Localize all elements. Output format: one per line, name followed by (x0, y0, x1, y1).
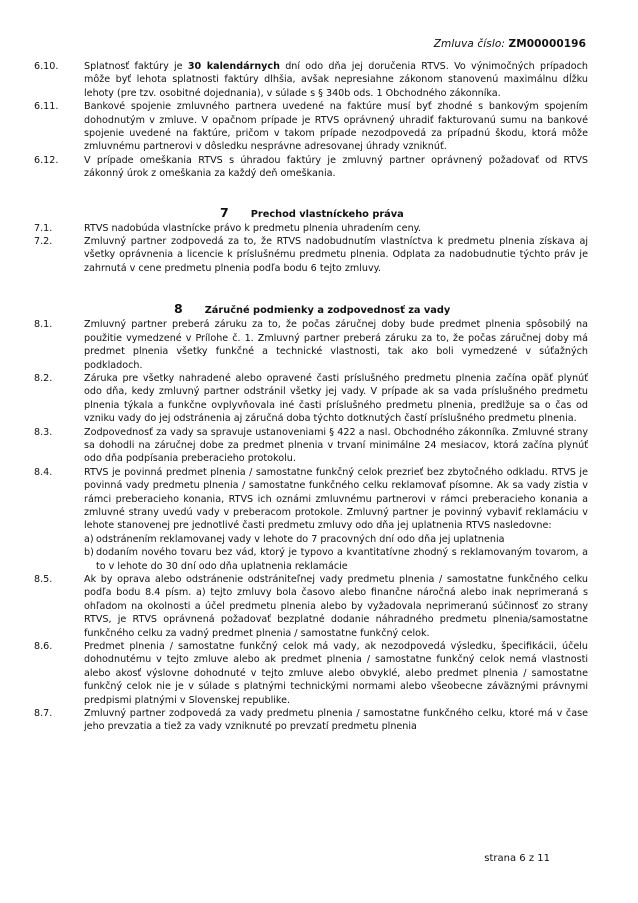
clause-text (84, 60, 588, 100)
clause-number: 8.4. (34, 466, 53, 478)
clause-text: RTVS je povinná predmet plnenia / samostatne funkčný celok prezrieť bez zbytočného odkladu. RTVS je povinná vady predmetu plnenia / samostatne funkčného celku reklamovať písomne. Ak sa vady zistia v rámci preberacieho konania, RTVS ich oznámi zmluvnému partnerovi v rámci preberacieho konania a zmluvné strany uvedú vady v preberacom protokole. Zmluvný partner je povinný vybaviť reklamáciu v lehote stanovenej pre jednotlivé časti predmetu zmluvy odo dňa jej uplatnenia RTVS nasledovne: (84, 466, 588, 532)
clause-8-4 (34, 466, 588, 573)
clause-7-2 (34, 235, 588, 275)
clause-text: Predmet plnenia / samostatne funkčný celok má vady, ak nezodpovedá výsledku, špecifikácii, účelu dohodnutému v tejto zmluve alebo ak predmet plnenia / samostatne funkčný celok nemá vlastnosti alebo akosť výslovne dohodnuté v tejto zmluve alebo obvyklé, alebo predmet plnenia / samostatne funkčný celok nie je v súlade s platnými technickými normami alebo všeobecne záväznými právnymi predpismi platnými v Slovenskej republike. (84, 641, 588, 706)
clause-text-part: Splatnosť faktúry je (84, 61, 188, 72)
clause-text: Zmluvný partner preberá záruku za to, že počas záručnej doby bude predmet plnenia spôsobilý na použitie vymedzené v Prílohe č. 1. Zmluvný partner preberá záruku za to, že počas záručnej doby má predmet plnenia všetky funkčné a technické vlastnosti, tak ako boli vymedzené v súťažných podkladoch. (84, 319, 588, 371)
section-7-heading (220, 205, 588, 220)
clause-8-6 (34, 640, 588, 707)
clause-number: 7.1. (34, 222, 53, 234)
clause-text-block (84, 466, 588, 573)
contract-number-value: ZM00000196 (508, 38, 586, 50)
sub-list-text: odstránením reklamovanej vady v lehote do 7 pracovných dní odo dňa jej uplatnenia (96, 533, 505, 545)
clause-8-3 (34, 426, 588, 466)
section-title: Záručné podmienky a zodpovednosť za vady (204, 305, 451, 317)
clause-number: 8.5. (34, 574, 53, 585)
clause-number: 6.10. (34, 61, 59, 72)
document-body (34, 60, 588, 734)
clause-number: 8.1. (34, 319, 53, 331)
clause-6-12 (34, 154, 588, 181)
clause-text: Záruka pre všetky nahradené alebo opravené časti príslušného predmetu plnenia začína opäť plynúť odo dňa, kedy zmluvný partner odstránil všetky jej vady. V prípade ak sa vada príslušného predmetu plnenia týkala a funkčne ovplyvňovala iné časti príslušného predmetu plnenia, predlžuje sa o čas od vzniku vady do jej odstránenia aj záručná doba týchto dotknutých častí príslušného predmetu plnenia. (84, 372, 588, 425)
section-number: 8 (174, 301, 183, 317)
clause-number: 8.2. (34, 372, 53, 384)
sub-list-item (84, 533, 588, 546)
clause-number: 6.11. (34, 101, 59, 113)
section-number: 7 (220, 204, 229, 220)
clause-7-1 (34, 222, 588, 235)
clause-text: Ak by oprava alebo odstránenie odstrániteľnej vady predmetu plnenia / samostatne funkčného celku podľa bodu 8.4 písm. a) tejto zmluvy bola časovo alebo finančne náročná alebo inak neprimeraná s ohľadom na okolnosti a účel predmetu plnenia alebo by vyžadovala neprimeranú súčinnosť zo strany RTVS, je RTVS oprávnená požadovať bezplatné dodanie náhradného predmetu plnenia/samostatne funkčného celku za vadný predmet plnenia / samostatne funkčný celok. (84, 574, 588, 639)
page-number: strana 6 z 11 (484, 853, 550, 864)
clause-text-bold: 30 kalendárnych (187, 61, 280, 72)
clause-text: Zodpovednosť za vady sa spravuje ustanoveniami § 422 a nasl. Obchodného zákonníka. Zmluvné strany sa dohodli na záručnej dobe za predmet plnenia v trvaní minimálne 24 mesiacov, ktorá začína plynúť odo dňa podpísania preberacieho protokolu. (84, 426, 588, 465)
clause-number: 8.3. (34, 426, 53, 438)
clause-6-11 (34, 100, 588, 154)
clause-number: 6.12. (34, 154, 59, 166)
clause-text: Zmluvný partner zodpovedá za vady predmetu plnenia / samostatne funkčného celku, ktoré má v čase jeho prevzatia a tiež za vady vzniknuté po prevzatí predmetu plnenia (84, 708, 588, 733)
clause-number: 8.6. (34, 641, 53, 653)
sub-list-item (84, 546, 588, 573)
sub-list-text: dodaním nového tovaru bez vád, ktorý je typovo a kvantitatívne zhodný s reklamovaným tovarom, a to v lehote do 30 dní odo dňa uplatnenia reklamácie (96, 547, 588, 572)
clause-8-7 (34, 707, 588, 734)
section-title: Prechod vlastníckeho práva (250, 208, 404, 220)
contract-number-label: Zmluva číslo: (433, 38, 506, 50)
clause-number: 8.7. (34, 708, 53, 720)
clause-8-1 (34, 318, 588, 372)
clause-number: 7.2. (34, 236, 53, 248)
section-8-heading (174, 301, 588, 316)
sub-list-marker: b) (84, 547, 94, 559)
clause-8-2 (34, 372, 588, 426)
clause-8-5 (34, 573, 588, 640)
clause-text: Zmluvný partner zodpovedá za to, že RTVS nadobudnutím vlastníctva k predmetu plnenia získava aj všetky oprávnenia a licencie k príslušnému predmetu plnenia. Odplata za nadobudnutie týchto práv je zahrnutá v cene predmetu plnenia podľa bodu 6 tejto zmluvy. (84, 236, 588, 274)
clause-text: V prípade omeškania RTVS s úhradou faktúry je zmluvný partner oprávnený požadovať od RTVS zákonný úrok z omeškania za každý deň omeškania. (84, 154, 588, 180)
clause-text-part: dní odo dňa jej doručenia RTVS. Vo výnimočných prípadoch môže byť lehota splatnosti faktúry dlhšia, avšak nepresiahne zákonom stanovenú maximálnu dĺžku lehoty (pre tzv. osobitné dojednania), v súlade s § 340b ods. 1 Obchodného zákonníka. (84, 61, 589, 99)
contract-number-header (434, 38, 586, 50)
sub-list (84, 533, 588, 573)
clause-6-10 (34, 60, 588, 100)
sub-list-marker: a) (84, 533, 94, 545)
clause-text: RTVS nadobúda vlastnícke právo k predmetu plnenia uhradením ceny. (84, 222, 422, 234)
clause-text: Bankové spojenie zmluvného partnera uvedené na faktúre musí byť zhodné s bankovým spojením dohodnutým v zmluve. V opačnom prípade je RTVS oprávnený uhradiť fakturovanú sumu na bankové spojenie uvedené na faktúre, pričom v takom prípade nezodpovedá za prípadnú škodu, ktorá môže zmluvnému partnerovi v dôsledku nesprávne adresovanej úhrady vzniknúť. (84, 101, 588, 153)
